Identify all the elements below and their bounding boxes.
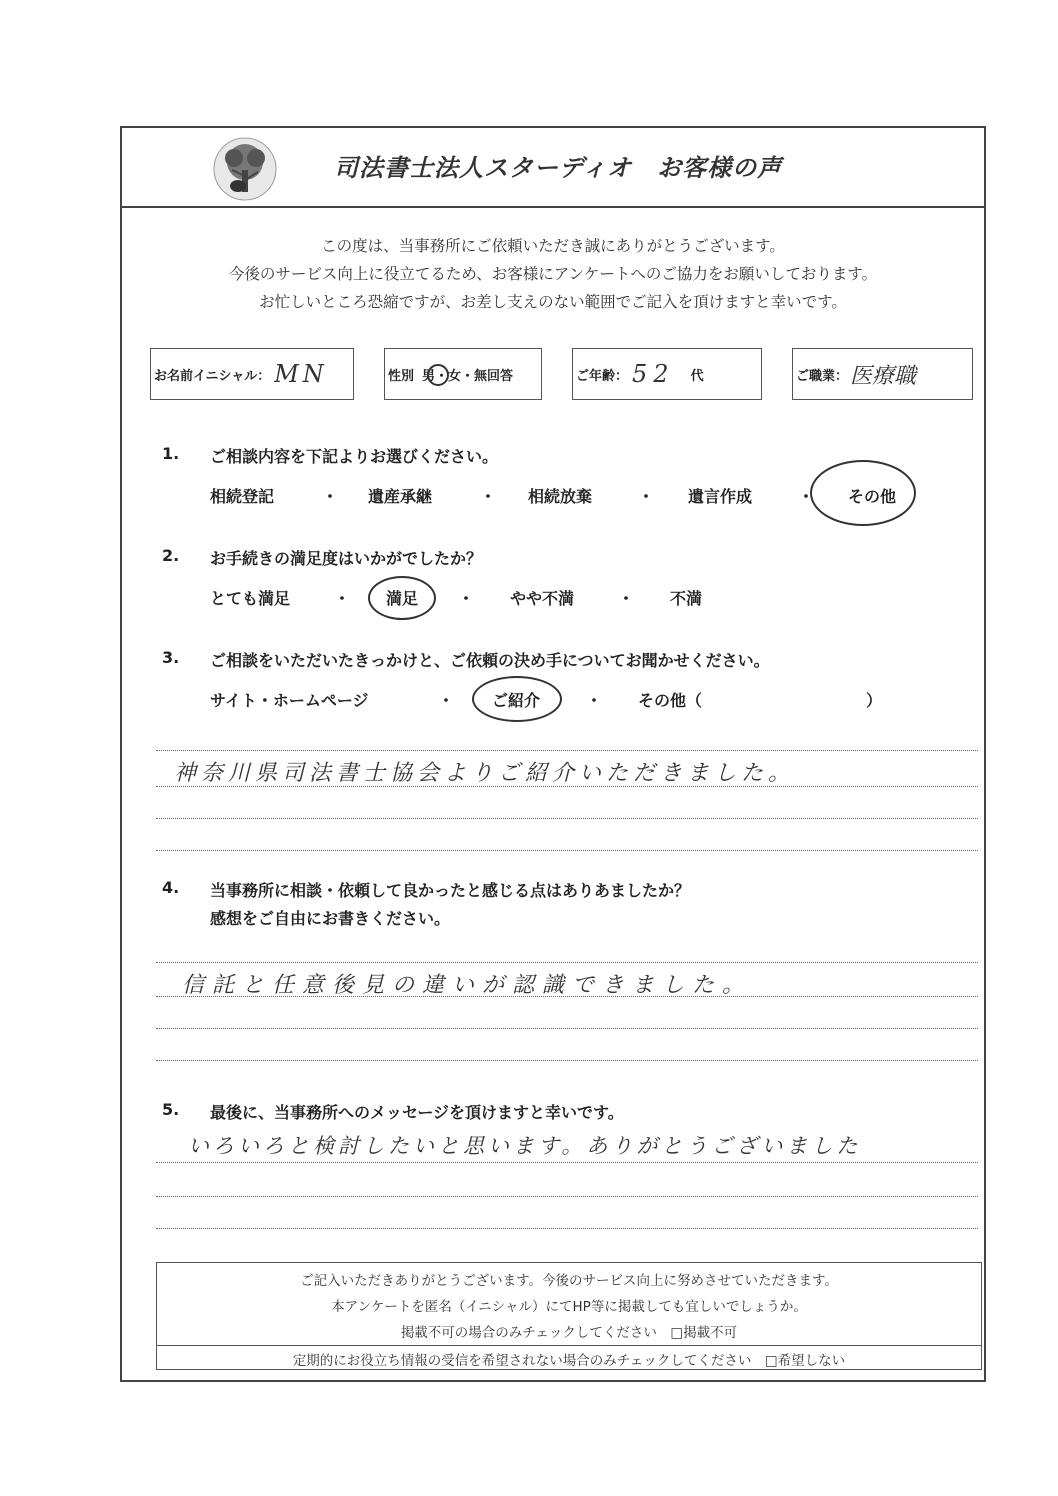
q3-number: 3. [162,648,180,667]
q3-answer[interactable]: 神奈川県司法書士協会よりご紹介いただきました。 [174,761,796,786]
separator-dot: ・ [480,487,497,506]
q1-option-2[interactable]: 遺産承継 [368,487,433,506]
q2-number: 2. [162,546,180,565]
footer-line-4[interactable]: 定期的にお役立ち情報の受信を希望されない場合のみチェックしてください □希望しない [292,1353,846,1369]
footer-line-3[interactable]: 掲載不可の場合のみチェックしてください □掲載不可 [400,1325,738,1341]
age-suffix: 代 [690,368,704,384]
answer-line [156,786,978,787]
answer-line [156,996,978,997]
q1-number: 1. [162,444,180,463]
q3-option-1[interactable]: サイト・ホームページ [210,691,369,710]
q1-option-1[interactable]: 相続登記 [210,487,275,506]
q1-text: ご相談内容を下記よりお選びください。 [210,447,499,466]
q2-option-4[interactable]: 不満 [670,589,703,608]
q5-number: 5. [162,1100,180,1119]
gender-label: 性別 [388,368,415,384]
gender-options: 男・女・無回答 [422,368,514,384]
job-field[interactable] [792,348,973,400]
separator-dot: ・ [458,589,475,608]
gender-selected-circle [427,364,449,386]
q4-text-2: 感想をご自由にお書きください。 [210,909,451,928]
q3-text: ご相談をいただいたきっかけと、ご依頼の決め手についてお聞かせください。 [210,651,770,670]
separator-dot: ・ [322,487,339,506]
age-field[interactable] [572,348,762,400]
q3-option-close: ） [866,691,883,710]
separator-dot: ・ [798,487,815,506]
gender-field[interactable] [384,348,542,400]
q3-option-3[interactable]: その他（ [638,691,703,710]
q5-text: 最後に、当事務所へのメッセージを頂けますと幸いです。 [210,1103,624,1122]
footer-divider [157,1345,981,1346]
answer-line [156,962,978,963]
separator-dot: ・ [638,487,655,506]
answer-line [156,1162,978,1163]
initial-field[interactable] [150,348,354,400]
q1-option-4[interactable]: 遺言作成 [688,487,753,506]
answer-line [156,1028,978,1029]
separator-dot: ・ [618,589,635,608]
q4-text: 当事務所に相談・依頼して良かったと感じる点はありあましたか？ [210,881,691,900]
job-value: 医療職 [850,363,917,389]
footer-box [156,1262,982,1370]
footer-line-2: 本アンケートを匿名（イニシャル）にてHP等に掲載しても宜しいでしょうか。 [331,1299,807,1315]
q4-answer[interactable]: 信託と任意後見の違いが認識できました。 [182,973,753,998]
job-label: ご職業： [796,368,849,384]
survey-sheet [120,126,986,1382]
answer-line [156,818,978,819]
q4-number: 4. [162,878,180,897]
answer-line [156,1196,978,1197]
age-value: 52 [632,360,675,388]
q3-option-2[interactable]: ご紹介 [492,691,541,710]
q1-option-3[interactable]: 相続放棄 [528,487,593,506]
q2-text: お手続きの満足度はいかがでしたか？ [210,549,483,568]
initial-label: お名前イニシャル： [154,368,271,384]
separator-dot: ・ [438,691,455,710]
intro-line-3: お忙しいところ恐縮ですが、お差し支えのない範囲でご記入を頂けますと幸いです。 [259,293,847,311]
q2-option-2[interactable]: 満足 [386,589,419,608]
intro-line-1: この度は、当事務所にご依頼いただき誠にありがとうございます。 [321,237,785,255]
q5-answer[interactable]: いろいろと検討したいと思います。ありがとうございました [188,1134,862,1158]
answer-line [156,750,978,751]
answer-line [156,1228,978,1229]
initial-value: MN [274,360,328,388]
q2-option-3[interactable]: やや不満 [510,589,575,608]
q1-option-5[interactable]: その他 [848,487,897,506]
answer-line [156,1060,978,1061]
separator-dot: ・ [586,691,603,710]
q3-selected-circle [472,676,562,722]
page-title: 司法書士法人スターディオ お客様の声 [334,154,783,182]
separator-dot: ・ [334,589,351,608]
tree-logo-icon [212,136,278,202]
footer-line-1: ご記入いただきありがとうございます。今後のサービス向上に努めさせていただきます。 [300,1273,838,1289]
answer-line [156,850,978,851]
intro-line-2: 今後のサービス向上に役立てるため、お客様にアンケートへのご協力をお願いしております。 [228,265,878,283]
q2-selected-circle [368,576,436,620]
q2-option-1[interactable]: とても満足 [210,589,291,608]
age-label: ご年齢： [576,368,629,384]
q1-selected-circle [810,460,916,526]
header [122,128,984,208]
